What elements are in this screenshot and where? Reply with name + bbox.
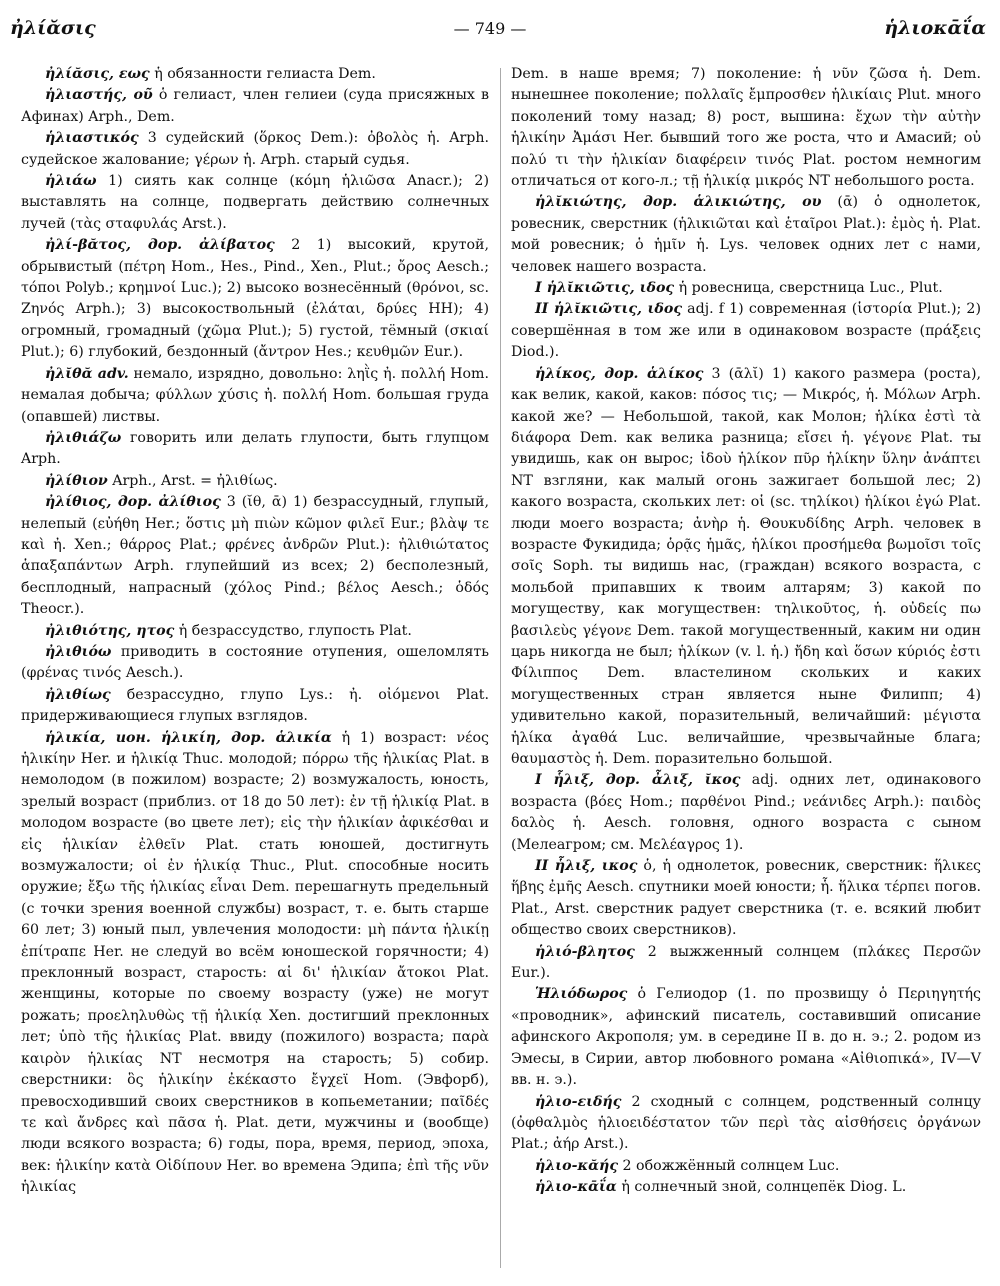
dictionary-entry bbox=[21, 64, 489, 85]
dictionary-entry bbox=[21, 621, 489, 642]
entry-definition: (ᾱ) ὁ однолеток, ровесник, сверстник (ἡλικιῶται καὶ ἑταῖροι Plat.): ἐμὸς ἡ. Plat. мой ровесник; ὁ ἡμῖν ἡ. Lys. человек одних лет с нами, человек нашего возраста. bbox=[511, 194, 981, 275]
dictionary-entry bbox=[511, 364, 981, 771]
entry-headword: ἡλῐκιώτης, дор. ἁλικιώτης, ου bbox=[535, 194, 822, 211]
entry-headword: Ἡλιόδωρος bbox=[535, 986, 628, 1003]
entry-definition: ὁ, ἡ однолеток, ровесник, сверстник: ἥλικες ἥβης ἐμῆς Aesch. спутники моей юности; ἧ. ἥλικα τέρπει погов. Plat., Arst. сверстник радует сверстника (т. е. всякий любит общество своих сверстников). bbox=[511, 858, 981, 939]
right-column bbox=[511, 64, 981, 1199]
entry-definition: 2 1) высокий, крутой, обрывистый (πέτρη Hom., Hes., Pind., Xen., Plut.; ὄρος Aesch.; τόποι Polyb.; κρημνοί Luc.); 2) высоко вознесённый (θρόνοι, sc. Ζηνός Arph.); 3) высокоствольный (ἐλάται, δρύες HH); 4) огромный, громадный (χῶμα Plut.); 5) густой, тёмный (σκιαί Plut.); 6) глубокий, бездонный (ἄντρον Hes.; κευθμῶν Eur.). bbox=[21, 237, 489, 361]
entry-definition: ἡ ровесница, сверстница Luc., Plut. bbox=[678, 280, 943, 297]
dictionary-entry bbox=[511, 984, 981, 1091]
entry-definition: adj. одних лет, одинакового возраста (βόες Hom.; παρθένοι Pind.; νεάνιδες Arph.): παιδὸς δαλὸς ἡ. Aesch. головня, одного возраста с сыном (Мелеагром; см. Μελέαγρος 1). bbox=[511, 772, 981, 853]
entry-definition: говорить или делать глупости, быть глупцом Arph. bbox=[21, 429, 489, 468]
guide-word-left: ἠλίᾰσις bbox=[10, 17, 96, 39]
dictionary-entry bbox=[511, 942, 981, 985]
dictionary-entry bbox=[511, 192, 981, 278]
entry-headword: ἡλικία, ион. ἡλικίη, дор. ἁλικία bbox=[45, 729, 332, 746]
dictionary-entry bbox=[21, 128, 489, 171]
entry-definition: ἡ безрассудство, глупость Plat. bbox=[178, 622, 412, 639]
dictionary-entry bbox=[21, 685, 489, 728]
entry-headword: ἠλιθιάζω bbox=[45, 429, 122, 446]
entry-headword: ἠλίθιον bbox=[45, 472, 108, 489]
entry-definition: 3 (ῐθ, ᾱ) 1) безрассудный, глупый, нелепый (εὐήθη Her.; ὅστις μὴ πιὼν κῶμον φιλεῖ Eur.; βλὰψ τε καὶ ἠ. Xen.; θάρρος Plat.; φρένες ἀνδρῶν Plut.): ἠλιθιώτατος ἁπαξαπάντων Arph. глупейший из всех; 2) бесполезный, бесплодный, напрасный (χόλος Pind.; βέλος Aesch.; ὁδός Theocr.). bbox=[21, 494, 489, 618]
entry-definition: Arph., Arst. = ἠλιθίως. bbox=[112, 472, 278, 489]
entry-definition: 2 выжженный солнцем (πλάκες Περσῶν Eur.). bbox=[511, 943, 981, 982]
dictionary-entry bbox=[21, 428, 489, 471]
dictionary-entry bbox=[21, 642, 489, 685]
entry-definition: ἡ солнечный зной, солнцепёк Diog. L. bbox=[621, 1179, 907, 1196]
entry-headword: ἡλιαστής, οῦ bbox=[45, 87, 153, 104]
entry-definition: 3 (ᾱλῐ) 1) какого размера (роста), как велик, какой, каков: πόσος τις; — Μικρός, ἡ. Μόλων Arph. какой же? — Небольшой, такой, как Молон; ἡλίκα ἐστὶ τὰ διάφορα Dem. как велика разница; εἴσει ἡ. γέγονε Plat. ты увидишь, как он вырос; ἰδοὺ ἡλίκον πῦρ ἡλίκην ὕλην ἀνάπτει NT взгляни, как малый огонь зажигает большой лес; 2) какого возраста, скольких лет: οἱ (sc. τηλίκοι) ἡλίκοι ἐγώ Plat. люди моего возраста; ἀνὴρ ἡ. Θουκυδίδης Arph. человек в возрасте Фукидида; ὁρᾷς ἡμᾶς, ἡλίκοι προσήμεθα βωμοῖσι τοῖς σοῖς Soph. ты видишь нас, (граждан) всякого возраста, с мольбой припавших к твоим алтарям; 3) какой по могуществу, как могуществен: τηλικοῦτος, ἡ. οὐδείς πω βασιλεὺς γέγονε Dem. такой могущественный, каким ни один царь никогда не был; ἡλίκων (v. l. ἡ.) ἤδη καὶ ὅσων κύριός ἐστι Φίλιππος Dem. властелином скольких и каких могущественных стран является ныне Филипп; 4) удивительно какой, поразительный, величайший: μέγιστα ἡλίκα ἀγαθά Luc. величайшие, чрезвычайные блага; θαυμαστὸς ἡ. Dem. поразительно большой. bbox=[511, 365, 981, 767]
entry-definition: 2 обожжённый солнцем Luc. bbox=[622, 1157, 840, 1174]
entry-headword: ἡλιο-ειδής bbox=[535, 1093, 622, 1110]
dictionary-entry bbox=[511, 856, 981, 942]
entry-headword: II ἧλιξ, ικος bbox=[535, 858, 638, 875]
dictionary-entry bbox=[511, 770, 981, 856]
left-column bbox=[21, 64, 489, 1199]
entry-definition: adj. f 1) современная (ἱστορία Plut.); 2) совершённая в том же или в одинаковом возрасте (πράξεις Diod.). bbox=[511, 301, 981, 361]
entry-definition: 3 судейский (ὅρκος Dem.): ὀβολὸς ἡ. Arph. судейское жалование; γέρων ἡ. Arph. старый судья. bbox=[21, 130, 490, 168]
entry-headword: ἠλίθιος, дор. ἀλίθιος bbox=[45, 494, 221, 511]
entry-definition: ἡ 1) возраст: νέος ἡλικίην Her. и ἡλικίᾳ Thuc. молодой; πόρρω τῆς ἡλικίας Plat. в немолодом (в пожилом) возрасте; 2) возмужалость, юность, зрелый возраст (приблиз. от 18 до 50 лет): ἐν τῇ ἡλικίᾳ Plat. в молодом возрасте (во цвете лет); εἰς τὴν ἡλικίαν ἀφικέσθαι и εἰς ἡλικίαν ἐλθεῖν Plat. стать юношей, достигнуть возмужалости; οἱ ἐν ἡλικίᾳ Thuc., Plut. способные носить оружие; ἔξω τῆς ἡλικίας εἶναι Dem. перешагнуть предельный (с точки зрения военной службы) возраст, т. е. быть старше 60 лет; 3) юный пыл, увлечения молодости: μὴ πάντα ἡλικίῃ ἐπίτραπε Her. не следуй во всём юношеской горячности; 4) преклонный возраст, старость: αἱ δι' ἡλικίαν ἄτοκοι Plat. женщины, которые по своему возрасту (уже) не могут рожать; προεληλυθὼς τῇ ἡλικίᾳ Xen. достигший преклонных лет; ὑπὸ τῆς ἡλικίας Plat. ввиду (пожилого) возраста; παρὰ καιρὸν ἡλικίας NT несмотря на старость; 5) собир. сверстники: ὃς ἡλικίην ἐκέκαστο ἔγχεϊ Hom. (Эвфорб), превосходивший своих сверстников в копьеметании; παῖδές τε καὶ ἄνδρες καὶ πᾶσα ἡ. Plat. дети, мужчины и (вообще) люди всякого возраста; 6) годы, пора, время, период, эпоха, век: ἡλικίην κατὰ Οἰδίπουν Her. во времена Эдипа; ἐπὶ τῆς νῦν ἡλικίας bbox=[21, 729, 489, 1196]
entry-definition: 2 сходный с солнцем, родственный солнцу (ὀφθαλμὸς ἡλιοειδέστατον τῶν περὶ τὰς αἰσθήσεις ὀργάνων Plat.; ἀήρ Arst.). bbox=[511, 1093, 981, 1153]
dictionary-entry bbox=[21, 471, 489, 492]
dictionary-entry bbox=[511, 1156, 981, 1177]
entry-headword: ἠλιθιότης, ητος bbox=[45, 622, 175, 639]
entry-definition: приводить в состояние отупения, ошеломлять (φρένας τινός Aesch.). bbox=[21, 643, 489, 682]
entry-definition: 1) сиять как солнце (κόμη ἡλιῶσα Anacr.); 2) выставлять на солнце, подвергать действию солнечных лучей (τὰς σταφυλάς Arst.). bbox=[21, 173, 489, 232]
column-divider bbox=[500, 68, 501, 1268]
entry-definition: ἡ обязанности гелиаста Dem. bbox=[154, 66, 376, 82]
guide-word-right: ἡλιοκᾱΐα bbox=[884, 17, 986, 39]
entry-headword: I ἡλῐκιῶτις, ιδος bbox=[535, 280, 675, 297]
entry-definition: Dem. в наше время; 7) поколение: ἡ νῦν ζῶσα ἡ. Dem. нынешнее поколение; πολλαῖς ἔμπροσθεν ἡλικίαις Plut. много поколений тому назад; 8) рост, вышина: ἔχων τὴν αὐτὴν ἡλικίην Ἀμάσι Her. бывший того же роста, что и Амасий; οὐ πολύ τι τὴν ἡλικίαν διαφέρειν τινός Plat. ростом немногим отличаться от кого-л.; τῇ ἡλικίᾳ μικρός NT небольшого роста. bbox=[511, 66, 981, 190]
dictionary-entry bbox=[511, 64, 981, 192]
entry-headword: ἠλί-βᾰτος, дор. ἀλίβατος bbox=[45, 237, 275, 254]
entry-headword: ἡλιο-κᾱΐα bbox=[535, 1179, 617, 1196]
entry-definition: ὁ Гелиодор (1. по прозвищу ὁ Περιηγητής «проводник», афинский писатель, составивший описание афинского Акрополя; ум. в середине II в. до н. э.; 2. родом из Эмесы, в Сирии, автор любовного романа «Αἰθιοπικά», IV—V вв. н. э.). bbox=[511, 986, 981, 1089]
entry-headword: ἡλιάω bbox=[45, 173, 97, 190]
dictionary-entry bbox=[21, 235, 489, 363]
dictionary-entry bbox=[511, 1092, 981, 1156]
dictionary-entry bbox=[21, 171, 489, 235]
entry-headword: ἡλιαστικός bbox=[45, 130, 139, 147]
entry-headword: I ἧλιξ, дор. ἆλιξ, ῐκος bbox=[535, 772, 741, 789]
dictionary-entry bbox=[21, 364, 489, 428]
entry-headword: ἡλιό-βλητος bbox=[535, 943, 635, 960]
entry-definition: немало, изрядно, довольно: ληῒς ἠ. πολλή Hom. немалая добыча; φύλλων χύσις ἠ. πολλή Hom. большая груда (опавшей) листвы. bbox=[21, 365, 489, 425]
dictionary-entry bbox=[511, 1177, 981, 1198]
dictionary-entry bbox=[21, 728, 489, 1199]
entry-headword: ἡλιο-κᾰής bbox=[535, 1157, 618, 1174]
entry-definition: ὁ гелиаст, член гелиеи (суда присяжных в Афинах) Arph., Dem. bbox=[21, 87, 489, 125]
page-number: — 749 — bbox=[453, 18, 527, 38]
dictionary-entry bbox=[21, 85, 489, 128]
entry-headword: ἠλιθιόω bbox=[45, 643, 112, 660]
entry-headword: ἠλίᾰσις, εως bbox=[45, 66, 150, 82]
entry-headword: ἠλῐθᾰ adv. bbox=[45, 365, 129, 382]
dictionary-entry bbox=[511, 278, 981, 299]
dictionary-entry bbox=[511, 299, 981, 363]
page-header bbox=[10, 10, 986, 46]
entry-headword: ἡλίκος, дор. ἁλίκος bbox=[535, 365, 704, 382]
dictionary-entry bbox=[21, 492, 489, 620]
entry-headword: II ἡλῐκιῶτις, ιδος bbox=[535, 301, 682, 318]
entry-headword: ἠλιθίως bbox=[45, 686, 111, 703]
entry-definition: безрассудно, глупо Lys.: ἠ. οἰόμενοι Plat. придерживающиеся глупых взглядов. bbox=[21, 686, 489, 725]
